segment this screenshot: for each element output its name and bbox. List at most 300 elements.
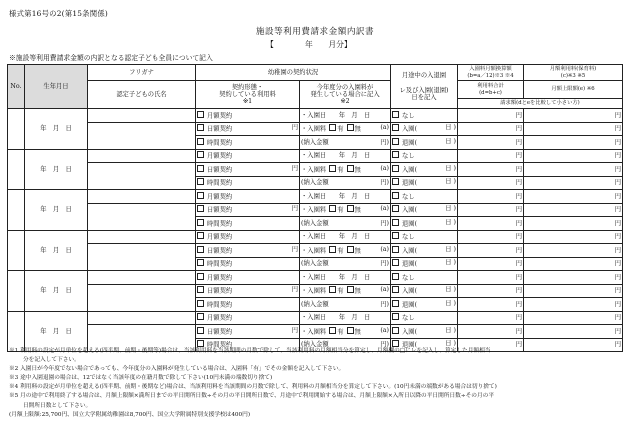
cell-cap[interactable] [524,325,623,339]
cell-none[interactable] [391,271,458,285]
table-row [8,325,623,339]
cell-enter[interactable] [391,122,458,136]
cell-child-name[interactable] [88,203,196,230]
cell-enter[interactable] [391,203,458,217]
checkbox-none[interactable] [392,151,399,158]
birthdate-text: 年 月 日 [40,206,72,214]
yes-label: 有 [337,287,344,295]
exit-label: 退園( [402,220,418,228]
yen-unit: 円 [515,233,522,241]
entrance-date-label: ・入園日 年 月 日 [301,192,371,200]
yen-unit: 円 [614,138,621,146]
exit-label: 退園( [402,179,418,187]
cell-claim-2[interactable] [524,176,623,190]
cell-paid[interactable] [300,136,391,150]
header-contract-status: 幼稚園の契約状況 [196,65,391,81]
yen-unit: 円 [614,165,621,173]
contract-daily-label: 日額契約 [207,247,233,255]
cell-paid[interactable] [300,217,391,231]
none-label: なし [402,152,415,160]
entrance-date-label: ・入園日 年 月 日 [301,273,371,281]
contract-hourly-label: 時間契約 [207,341,233,349]
cell-contract-monthly[interactable] [196,149,300,163]
day-label: 日 ) [445,164,456,172]
cell-cap[interactable] [524,244,623,258]
checkbox-enter[interactable] [392,246,399,253]
checkbox-monthly[interactable] [197,232,204,239]
fee-mark: (a) [380,205,389,213]
cell-entrance-date[interactable] [300,230,391,244]
day-label: 日 ) [445,340,456,348]
cell-monthly-entrance[interactable] [458,109,524,123]
table-row [8,122,623,136]
cell-none[interactable] [391,190,458,204]
cell-fee-total[interactable] [458,163,524,177]
contract-hourly-label: 時間契約 [207,139,233,147]
paid-end: 円) [380,300,389,308]
cell-contract-monthly[interactable] [196,190,300,204]
table-row [8,244,623,258]
table-row [8,109,623,123]
cell-furigana[interactable] [88,149,196,163]
cell-none[interactable] [391,109,458,123]
cell-cap[interactable] [524,163,623,177]
cell-monthly-entrance[interactable] [458,190,524,204]
cell-entrance-fee[interactable] [300,284,391,298]
checkbox-monthly[interactable] [197,192,204,199]
cell-contract-hourly[interactable] [196,298,300,312]
cell-claim-2[interactable] [524,298,623,312]
cell-claim[interactable] [458,217,524,231]
cell-monthly-entrance[interactable] [458,311,524,325]
checkbox-monthly[interactable] [197,313,204,320]
checkbox-no[interactable] [347,124,354,131]
cell-entrance-fee[interactable] [300,122,391,136]
cell-contract-monthly[interactable] [196,230,300,244]
fee-mark: (a) [380,124,389,132]
table-row [8,203,623,217]
checkbox-no[interactable] [347,246,354,253]
cell-paid[interactable] [300,298,391,312]
yen-unit: 円 [614,125,621,133]
header-monthly-fee: 月額利用料(保育料) (c)※3 ※5 [524,65,623,81]
header-entrance-fee: 今年度分の入園料が 発生している場合に記入 ※2 [300,81,391,109]
checkbox-enter[interactable] [392,327,399,334]
birthdate-text: 年 月 日 [40,327,72,335]
yen-unit: 円 [614,192,621,200]
checkbox-no[interactable] [347,205,354,212]
contract-daily-label: 日額契約 [207,125,233,133]
cell-entrance-fee[interactable] [300,244,391,258]
form-number: 様式第16号の2(第15条関係) [9,9,108,18]
cell-contract-hourly[interactable] [196,176,300,190]
cell-birthdate[interactable] [25,230,88,271]
yen-unit: 円 [515,192,522,200]
contract-monthly-label: 月額契約 [207,314,233,322]
cell-exit[interactable] [391,217,458,231]
contract-daily-label: 日額契約 [207,166,233,174]
yen-unit: 円 [515,179,522,187]
paid-label: (納入金額 [301,219,329,227]
yen-unit: 円 [614,273,621,281]
day-label: 日 ) [445,205,456,213]
cell-child-name[interactable] [88,244,196,271]
birthdate-text: 年 月 日 [40,246,72,254]
cell-contract-hourly[interactable] [196,257,300,271]
header-furigana: フリガナ [88,65,196,81]
checkbox-enter[interactable] [392,205,399,212]
cell-contract-daily[interactable] [196,163,300,177]
checkbox-none[interactable] [392,192,399,199]
cell-birthdate[interactable] [25,311,88,352]
yen-unit: 円 [515,246,522,254]
none-label: なし [402,314,415,322]
fee-mark: (a) [380,245,389,253]
exit-label: 退園( [402,341,418,349]
table-row [8,271,623,285]
yen-unit: 円 [291,164,298,172]
cell-birthdate[interactable] [25,271,88,312]
cell-contract-daily[interactable] [196,284,300,298]
yen-unit: 円 [614,206,621,214]
checkbox-exit[interactable] [392,300,399,307]
cell-monthly-entrance[interactable] [458,230,524,244]
yen-unit: 円 [614,246,621,254]
cell-monthly-entrance[interactable] [458,271,524,285]
yen-unit: 円 [614,287,621,295]
header-enrollment: 月途中の入退園 レ及び入園(退園) 日を記入 [391,65,458,109]
yen-unit: 円 [515,314,522,322]
day-label: 日 ) [445,137,456,145]
yen-unit: 円 [291,326,298,334]
cell-enter[interactable] [391,284,458,298]
cell-none[interactable] [391,149,458,163]
cell-claim[interactable] [458,298,524,312]
day-label: 日 ) [445,259,456,267]
entrance-date-label: ・入園日 年 月 日 [301,111,371,119]
checkbox-monthly[interactable] [197,151,204,158]
cell-no[interactable] [8,149,25,190]
checkbox-yes[interactable] [329,124,336,131]
day-label: 日 ) [445,245,456,253]
checkbox-exit[interactable] [392,219,399,226]
cell-entrance-date[interactable] [300,311,391,325]
paid-end: 円) [380,219,389,227]
no-label: 無 [354,125,361,133]
header-no: No. [8,65,25,109]
cell-cap[interactable] [524,122,623,136]
note-1-cont: 分を記入して下さい。 [23,357,80,364]
cell-paid[interactable] [300,257,391,271]
cell-monthly-entrance[interactable] [458,149,524,163]
header-monthly-entrance: 入園料月額換算額 (b=a／12)※3 ※4 [458,65,524,81]
yes-label: 有 [337,166,344,174]
exit-label: 退園( [402,139,418,147]
yen-unit: 円 [614,111,621,119]
yes-label: 有 [337,328,344,336]
checkbox-daily[interactable] [197,327,204,334]
checkbox-hourly[interactable] [197,219,204,226]
yes-label: 有 [337,247,344,255]
yen-unit: 円 [515,206,522,214]
note-5: ※5 月の途中で利用終了する場合は、月額上限額×満所日までの平日開所日数÷その月の平日開所日数で、月途中で利用開始する場合は、月額上限額×入所日以降の平日開所日数÷その月の平 [9,393,495,400]
cell-no[interactable] [8,190,25,231]
cell-birthdate[interactable] [25,190,88,231]
yen-unit: 円 [515,300,522,308]
note-1: ※1 利用料の設定が月単位を超える(四半期、前期・後期等)場合は、当該利用料を当該期間の月数で除して、当該利用料の月額相当分を算定し、月額欄の□にレを記入し、算定した月額相当 [9,348,491,354]
cell-furigana[interactable] [88,271,196,285]
table-row [8,284,623,298]
checkbox-yes[interactable] [329,205,336,212]
cell-contract-hourly[interactable] [196,217,300,231]
checkbox-no[interactable] [347,165,354,172]
checkbox-none[interactable] [392,111,399,118]
day-label: 日 ) [445,326,456,334]
cell-monthly-fee[interactable] [524,190,623,204]
checkbox-no[interactable] [347,286,354,293]
none-label: なし [402,112,415,120]
cell-entrance-date[interactable] [300,149,391,163]
cell-fee-total[interactable] [458,203,524,217]
header-cap: 月額上限額(e) ※6 [524,81,623,99]
cell-entrance-fee[interactable] [300,325,391,339]
cell-fee-total[interactable] [458,325,524,339]
contract-monthly-label: 月額契約 [207,233,233,241]
no-label: 無 [354,166,361,174]
contract-daily-label: 日額契約 [207,206,233,214]
yen-unit: 円 [515,287,522,295]
yen-unit: 円 [614,179,621,187]
cell-claim[interactable] [458,136,524,150]
checkbox-daily[interactable] [197,124,204,131]
cell-claim-2[interactable] [524,257,623,271]
cell-enter[interactable] [391,244,458,258]
none-label: なし [402,274,415,282]
cell-contract-monthly[interactable] [196,311,300,325]
period-field[interactable]: 【 年 月分】 [266,40,352,49]
day-label: 日 ) [445,286,456,294]
exit-label: 退園( [402,301,418,309]
footnotes [9,347,622,420]
cell-fee-total[interactable] [458,284,524,298]
enter-label: 入園( [402,166,418,174]
yen-unit: 円 [515,260,522,268]
cell-child-name[interactable] [88,122,196,149]
checkbox-hourly[interactable] [197,138,204,145]
yen-unit: 円 [291,205,298,213]
no-label: 無 [354,287,361,295]
entrance-fee-label: ・入園料 [301,166,327,174]
checkbox-daily[interactable] [197,286,204,293]
cell-enter[interactable] [391,325,458,339]
paid-end: 円) [380,138,389,146]
cell-no[interactable] [8,109,25,150]
checkbox-hourly[interactable] [197,259,204,266]
enter-label: 入園( [402,125,418,133]
cell-entrance-fee[interactable] [300,163,391,177]
cell-claim-2[interactable] [524,136,623,150]
cell-no[interactable] [8,271,25,312]
entrance-date-label: ・入園日 年 月 日 [301,314,371,322]
checkbox-yes[interactable] [329,246,336,253]
note-2: ※2 入園日が今年度でない場合であっても、今年度分の入園料が発生している場合は、入園料「有」でその金額を記入して下さい。 [9,366,345,373]
yes-label: 有 [337,206,344,214]
checkbox-daily[interactable] [197,205,204,212]
yes-label: 有 [337,125,344,133]
yen-unit: 円 [515,152,522,160]
day-label: 日 ) [445,124,456,132]
cell-claim[interactable] [458,176,524,190]
cell-birthdate[interactable] [25,149,88,190]
checkbox-yes[interactable] [329,165,336,172]
birthdate-text: 年 月 日 [40,287,72,295]
yen-unit: 円 [614,260,621,268]
no-label: 無 [354,328,361,336]
yen-unit: 円 [614,341,621,349]
contract-hourly-label: 時間契約 [207,260,233,268]
entrance-fee-label: ・入園料 [301,206,327,214]
birthdate-text: 年 月 日 [40,125,72,133]
cell-fee-total[interactable] [458,244,524,258]
cell-exit[interactable] [391,136,458,150]
yen-unit: 円 [515,327,522,335]
cell-exit[interactable] [391,257,458,271]
cell-contract-daily[interactable] [196,325,300,339]
checkbox-hourly[interactable] [197,178,204,185]
cell-contract-daily[interactable] [196,203,300,217]
checkbox-no[interactable] [347,327,354,334]
exit-label: 退園( [402,260,418,268]
header-claim: 請求額(dとeを比較して小さい方) [458,99,623,109]
cell-enter[interactable] [391,163,458,177]
cell-none[interactable] [391,311,458,325]
contract-monthly-label: 月額契約 [207,274,233,282]
contract-monthly-label: 月額契約 [207,152,233,160]
checkbox-enter[interactable] [392,124,399,131]
table-row [8,190,623,204]
checkbox-monthly[interactable] [197,111,204,118]
checkbox-none[interactable] [392,273,399,280]
fee-mark: (a) [380,326,389,334]
cell-exit[interactable] [391,176,458,190]
table-row [8,149,623,163]
checkbox-daily[interactable] [197,246,204,253]
cell-no[interactable] [8,230,25,271]
top-note: ※施設等利用費請求金額の内訳となる認定子ども全員について記入 [9,54,213,62]
contract-monthly-label: 月額契約 [207,193,233,201]
cell-paid[interactable] [300,176,391,190]
yen-unit: 円 [614,219,621,227]
cell-child-name[interactable] [88,163,196,190]
cell-cap[interactable] [524,203,623,217]
invoice-breakdown-table [7,64,623,352]
entrance-date-label: ・入園日 年 月 日 [301,152,371,160]
contract-hourly-label: 時間契約 [207,301,233,309]
checkbox-exit[interactable] [392,138,399,145]
cell-monthly-fee[interactable] [524,230,623,244]
cell-entrance-fee[interactable] [300,203,391,217]
cell-monthly-fee[interactable] [524,109,623,123]
header-birthdate: 生年月日 [25,65,88,109]
cell-furigana[interactable] [88,311,196,325]
cell-claim[interactable] [458,257,524,271]
checkbox-enter[interactable] [392,165,399,172]
checkbox-yes[interactable] [329,327,336,334]
checkbox-enter[interactable] [392,286,399,293]
yen-unit: 円 [515,125,522,133]
cell-furigana[interactable] [88,109,196,123]
entrance-fee-label: ・入園料 [301,328,327,336]
cell-fee-total[interactable] [458,122,524,136]
checkbox-hourly[interactable] [197,300,204,307]
cell-entrance-date[interactable] [300,271,391,285]
cell-furigana[interactable] [88,190,196,204]
cell-exit[interactable] [391,298,458,312]
cell-entrance-date[interactable] [300,109,391,123]
note-3: ※3 途中入園退園の場合は、12ではなく当該年度の在籍月数で除して下さい(10円未満の端数切り捨て) [9,375,273,382]
cell-none[interactable] [391,230,458,244]
paid-label: (納入金額 [301,179,329,187]
yen-unit: 円 [614,300,621,308]
note-5-cont: 日開所日数として下さい。 [23,402,92,409]
cell-monthly-fee[interactable] [524,311,623,325]
cell-claim-2[interactable] [524,217,623,231]
no-label: 無 [354,206,361,214]
cell-child-name[interactable] [88,284,196,311]
yen-unit: 円 [291,245,298,253]
cell-contract-hourly[interactable] [196,136,300,150]
checkbox-none[interactable] [392,232,399,239]
contract-hourly-label: 時間契約 [207,220,233,228]
cell-monthly-fee[interactable] [524,271,623,285]
fee-mark: (a) [380,164,389,172]
checkbox-exit[interactable] [392,178,399,185]
cell-contract-daily[interactable] [196,244,300,258]
entrance-fee-label: ・入園料 [301,125,327,133]
checkbox-yes[interactable] [329,286,336,293]
cell-birthdate[interactable] [25,109,88,150]
cell-cap[interactable] [524,284,623,298]
enter-label: 入園( [402,328,418,336]
table-row [8,311,623,325]
cell-monthly-fee[interactable] [524,149,623,163]
contract-hourly-label: 時間契約 [207,179,233,187]
cell-contract-daily[interactable] [196,122,300,136]
none-label: なし [402,193,415,201]
checkbox-daily[interactable] [197,165,204,172]
cell-contract-monthly[interactable] [196,271,300,285]
cell-furigana[interactable] [88,230,196,244]
contract-daily-label: 日額契約 [207,287,233,295]
yen-unit: 円 [614,314,621,322]
cell-entrance-date[interactable] [300,190,391,204]
checkbox-exit[interactable] [392,259,399,266]
header-child-name: 認定子どもの氏名 [88,81,196,109]
fee-mark: (a) [380,286,389,294]
cell-no[interactable] [8,311,25,352]
checkbox-none[interactable] [392,313,399,320]
none-label: なし [402,233,415,241]
checkbox-monthly[interactable] [197,273,204,280]
note-4: ※4 利用料の設定が月単位を超える(四半期、前期・後期など)場合は、当該利用料を当該期間の月数で除して、利用料の月額相当分を算定して下さい。(10円未満の端数がある場合は切り捨て) [9,384,497,391]
cell-contract-monthly[interactable] [196,109,300,123]
table-row [8,163,623,177]
yen-unit: 円 [515,165,522,173]
yen-unit: 円 [614,233,621,241]
document-title: 施設等利用費請求金額内訳書 [255,27,375,37]
entrance-fee-label: ・入園料 [301,287,327,295]
paid-label: (納入金額 [301,260,329,268]
